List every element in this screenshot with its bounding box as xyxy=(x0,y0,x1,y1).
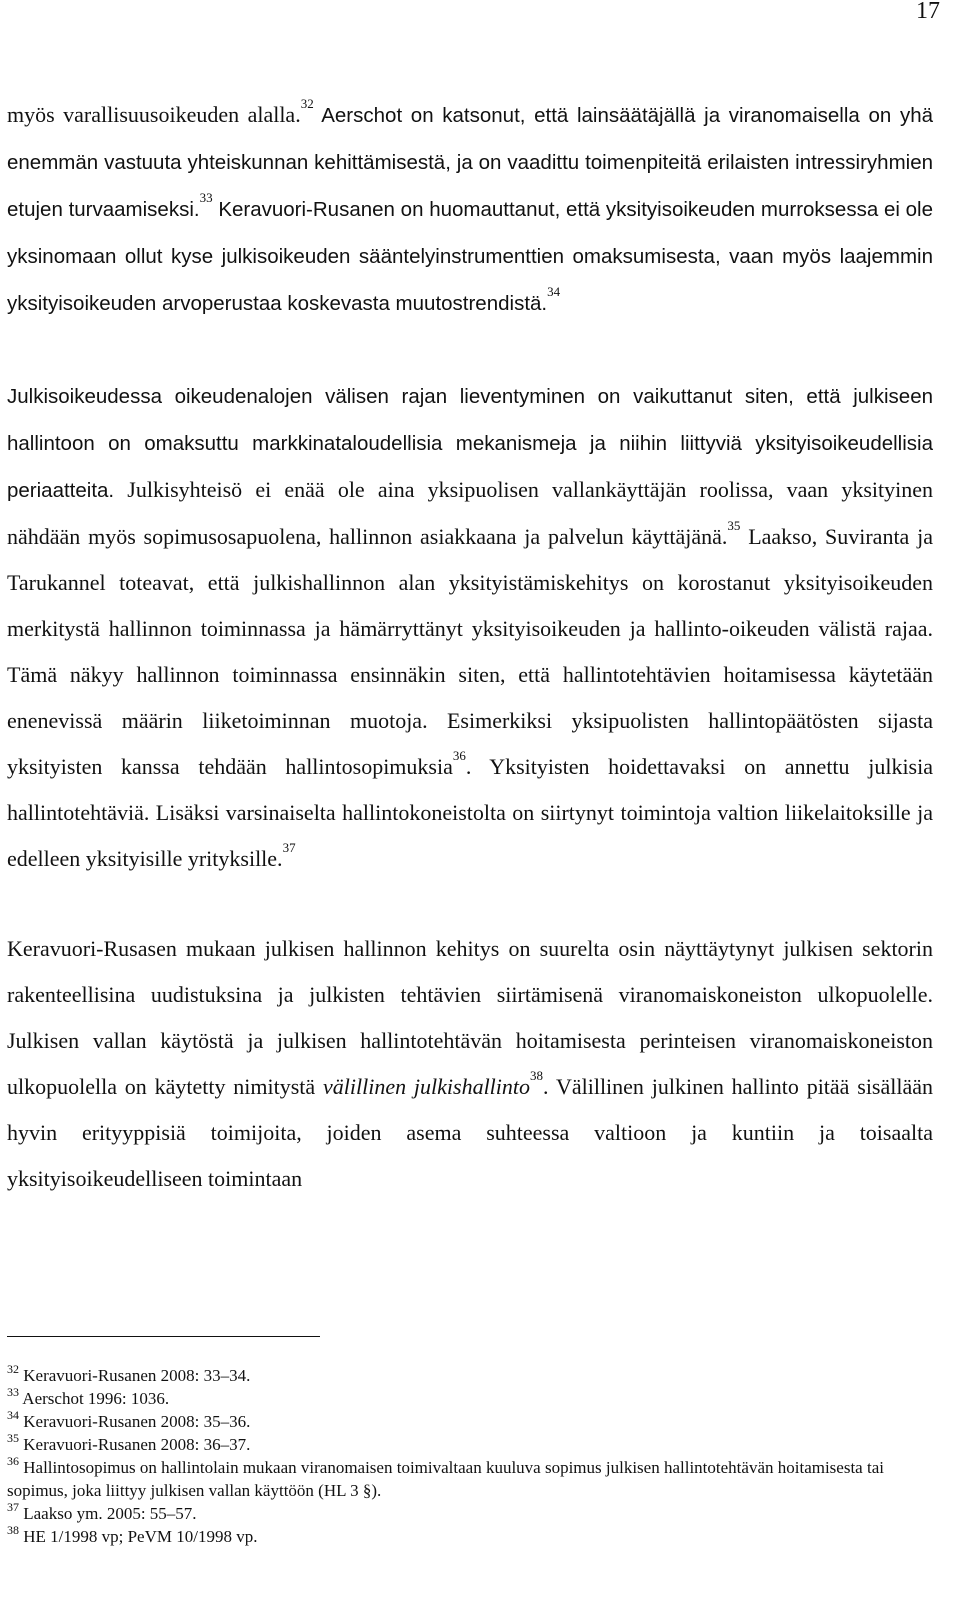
footnotes xyxy=(7,1364,933,1548)
footnote-35 xyxy=(7,1433,933,1456)
paragraph-1 xyxy=(7,92,933,327)
p3-italic-term: välillinen julkishallinto xyxy=(323,1074,531,1099)
p3-text-a: Keravuori-Rusasen mukaan julkisen hallinnon kehitys on suurelta osin näyttäytynyt julkisen sektorin rakenteellisina uudistuksina ja julkisten tehtävien siirtämisenä viranomaiskoneiston ulkopuolelle. Julkisen vallan käytöstä ja julkisen hallintotehtävän hoitamisesta perinteisen viranomaiskoneiston ulkopuolella on käytetty nimitystä xyxy=(7,936,933,1099)
p2-text-a: Julkisoikeudessa oikeudenalojen välisen rajan lieventyminen on vaikuttanut siten, että julkiseen hallintoon on omaksuttu markkinataloudellisia mekanismeja ja niihin liittyviä yksityisoikeudellisia periaatteita. xyxy=(7,385,933,502)
footnote-ref-36: 36 xyxy=(452,748,466,763)
footnote-ref-32: 32 xyxy=(300,96,314,111)
p1-text-a: myös varallisuusoikeuden alalla. xyxy=(7,102,301,127)
footnote-37 xyxy=(7,1502,933,1525)
footnote-32 xyxy=(7,1364,933,1387)
p2-text-c: Laakso, Suviranta ja Tarukannel toteavat, että julkishallinnon alan yksityistämiskehitys on korostanut yksityisoikeuden merkitystä hallinnon toiminnassa ja hämärryttänyt yksityisoikeuden ja hallinto-oikeuden välistä rajaa. Tämä näkyy hallinnon toiminnassa ensinnäkin siten, että hallintotehtävien hoitamisessa käytetään enenevissä määrin liiketoiminnan muotoja. Esimerkiksi yksipuolisten hallintopäätösten sijasta yksityisten kanssa tehdään hallintosopimuksia xyxy=(7,524,933,779)
footnote-ref-38: 38 xyxy=(530,1068,544,1083)
footnote-36 xyxy=(7,1456,933,1502)
footnote-number: 38 xyxy=(7,1523,19,1537)
footnote-33 xyxy=(7,1387,933,1410)
footnote-text: Keravuori-Rusanen 2008: 35–36. xyxy=(19,1412,251,1431)
footnote-number: 32 xyxy=(7,1362,19,1376)
footnote-34 xyxy=(7,1410,933,1433)
footnote-text: Aerschot 1996: 1036. xyxy=(19,1389,170,1408)
footnote-text: HE 1/1998 vp; PeVM 10/1998 vp. xyxy=(19,1527,258,1546)
footnote-number: 37 xyxy=(7,1500,19,1514)
p1-text-c: Keravuori-Rusanen on huomauttanut, että yksityisoikeuden murroksessa ei ole yksinomaan ollut kyse julkisoikeuden sääntelyinstrumenttien omaksumisesta, vaan myös laajemmin yksityisoikeuden arvoperustaa koskevasta muutostrendistä. xyxy=(7,198,933,315)
page-number: 17 xyxy=(916,0,940,24)
body-text xyxy=(7,92,933,1202)
footnote-ref-37: 37 xyxy=(282,840,296,855)
p2-text-b: Julkisyhteisö ei enää ole aina yksipuolisen vallankäyttäjän roolissa, vaan yksityinen nähdään myös sopimusosapuolena, hallinnon asiakkaana ja palvelun käyttäjänä. xyxy=(7,477,933,549)
footnote-text: Keravuori-Rusanen 2008: 36–37. xyxy=(19,1435,251,1454)
p1-text-b: Aerschot on katsonut, että lainsäätäjällä ja viranomaisella on yhä enemmän vastuuta yhteiskunnan kehittämisestä, ja on vaadittu toimenpiteitä erilaisten intressiryhmien etujen turvaamiseksi. xyxy=(7,104,933,221)
p2-text-d: . Yksityisten hoidettavaksi on annettu julkisia hallintotehtäviä. Lisäksi varsinaiselta hallintokoneistolta on siirtynyt toimintoja valtion liikelaitoksille ja edelleen yksityisille yrityksille. xyxy=(7,754,933,871)
paragraph-3 xyxy=(7,926,933,1202)
footnote-38 xyxy=(7,1525,933,1548)
footnote-ref-34: 34 xyxy=(547,284,561,299)
footnote-text: Keravuori-Rusanen 2008: 33–34. xyxy=(19,1366,251,1385)
footnote-text: Hallintosopimus on hallintolain mukaan viranomaisen toimivaltaan kuuluva sopimus julkisen hallintotehtävän hoitamisesta tai sopimus, joka liittyy julkisen vallan käyttöön (HL 3 §). xyxy=(7,1458,884,1500)
footnote-number: 33 xyxy=(7,1385,19,1399)
paragraph-2 xyxy=(7,373,933,882)
footnote-number: 34 xyxy=(7,1408,19,1422)
footnote-ref-33: 33 xyxy=(199,190,213,205)
footnote-text: Laakso ym. 2005: 55–57. xyxy=(19,1504,197,1523)
footnote-separator xyxy=(7,1336,320,1337)
footnote-ref-35: 35 xyxy=(727,518,741,533)
footnote-number: 35 xyxy=(7,1431,19,1445)
footnote-number: 36 xyxy=(7,1454,19,1468)
p3-text-b: . Välillinen julkinen hallinto pitää sisällään hyvin erityyppisiä toimijoita, joiden asema suhteessa valtioon ja kuntiin ja toisaalta yksityisoikeudelliseen toimintaan xyxy=(7,1074,934,1191)
